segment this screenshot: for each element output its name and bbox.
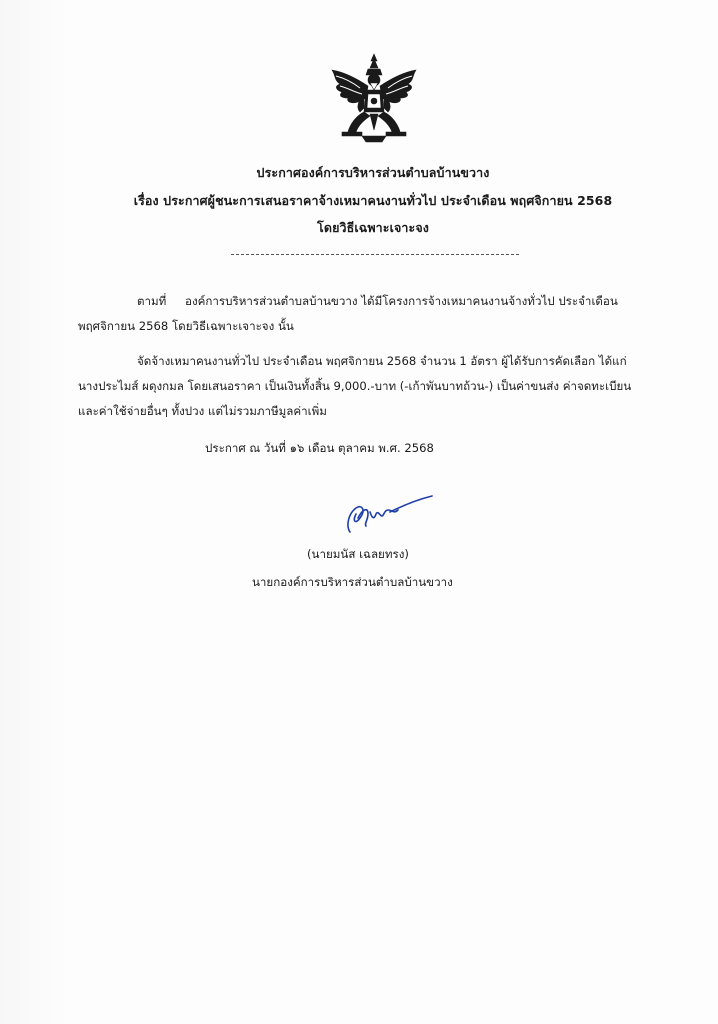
signatory-name: (นายมนัส เฉลยทรง) xyxy=(307,547,409,561)
paragraph2-line3: และค่าใช้จ่ายอื่นๆ ทั้งปวง แต่ไม่รวมภาษีมูลค่าเพิ่ม xyxy=(78,404,327,418)
signatory-position: นายกองค์การบริหารส่วนตำบลบ้านขวาง xyxy=(252,575,453,589)
paragraph1-text: องค์การบริหารส่วนตำบลบ้านขวาง ได้มีโครงการจ้างเหมาคนงานจ้างทั่วไป ประจำเดือน xyxy=(185,294,618,308)
procurement-method: โดยวิธีเฉพาะเจาะจง xyxy=(317,220,429,235)
handwritten-signature xyxy=(336,492,436,538)
paragraph2-line1: จัดจ้างเหมาคนงานทั่วไป ประจำเดือน พฤศจิกายน 2568 จำนวน 1 อัตรา ผู้ได้รับการคัดเลือก ได้แก่ xyxy=(137,354,627,368)
paragraph1-label: ตามที่ xyxy=(137,294,167,308)
paragraph2-line2: นางประไมส์ ผดุงกมล โดยเสนอราคา เป็นเงินทั้งสิ้น 9,000.-บาท (-เก้าพันบาทถ้วน-) เป็นค่าขนส่ง ค่าจดทะเบียน xyxy=(78,379,632,393)
garuda-emblem-icon xyxy=(326,52,422,148)
announcement-heading: ประกาศองค์การบริหารส่วนตำบลบ้านขวาง xyxy=(256,165,490,180)
announcement-date: ประกาศ ณ วันที่ ๑๖ เดือน ตุลาคม พ.ศ. 2568 xyxy=(205,441,434,455)
announcement-subject: เรื่อง ประกาศผู้ชนะการเสนอราคาจ้างเหมาคนงานทั่วไป ประจำเดือน พฤศจิกายน 2568 xyxy=(133,193,613,208)
paragraph1-line2: พฤศจิกายน 2568 โดยวิธีเฉพาะเจาะจง นั้น xyxy=(78,319,294,333)
paragraph1-line1 xyxy=(137,296,618,308)
heading-separator xyxy=(231,254,519,255)
scan-edge-shadow xyxy=(0,0,70,1024)
